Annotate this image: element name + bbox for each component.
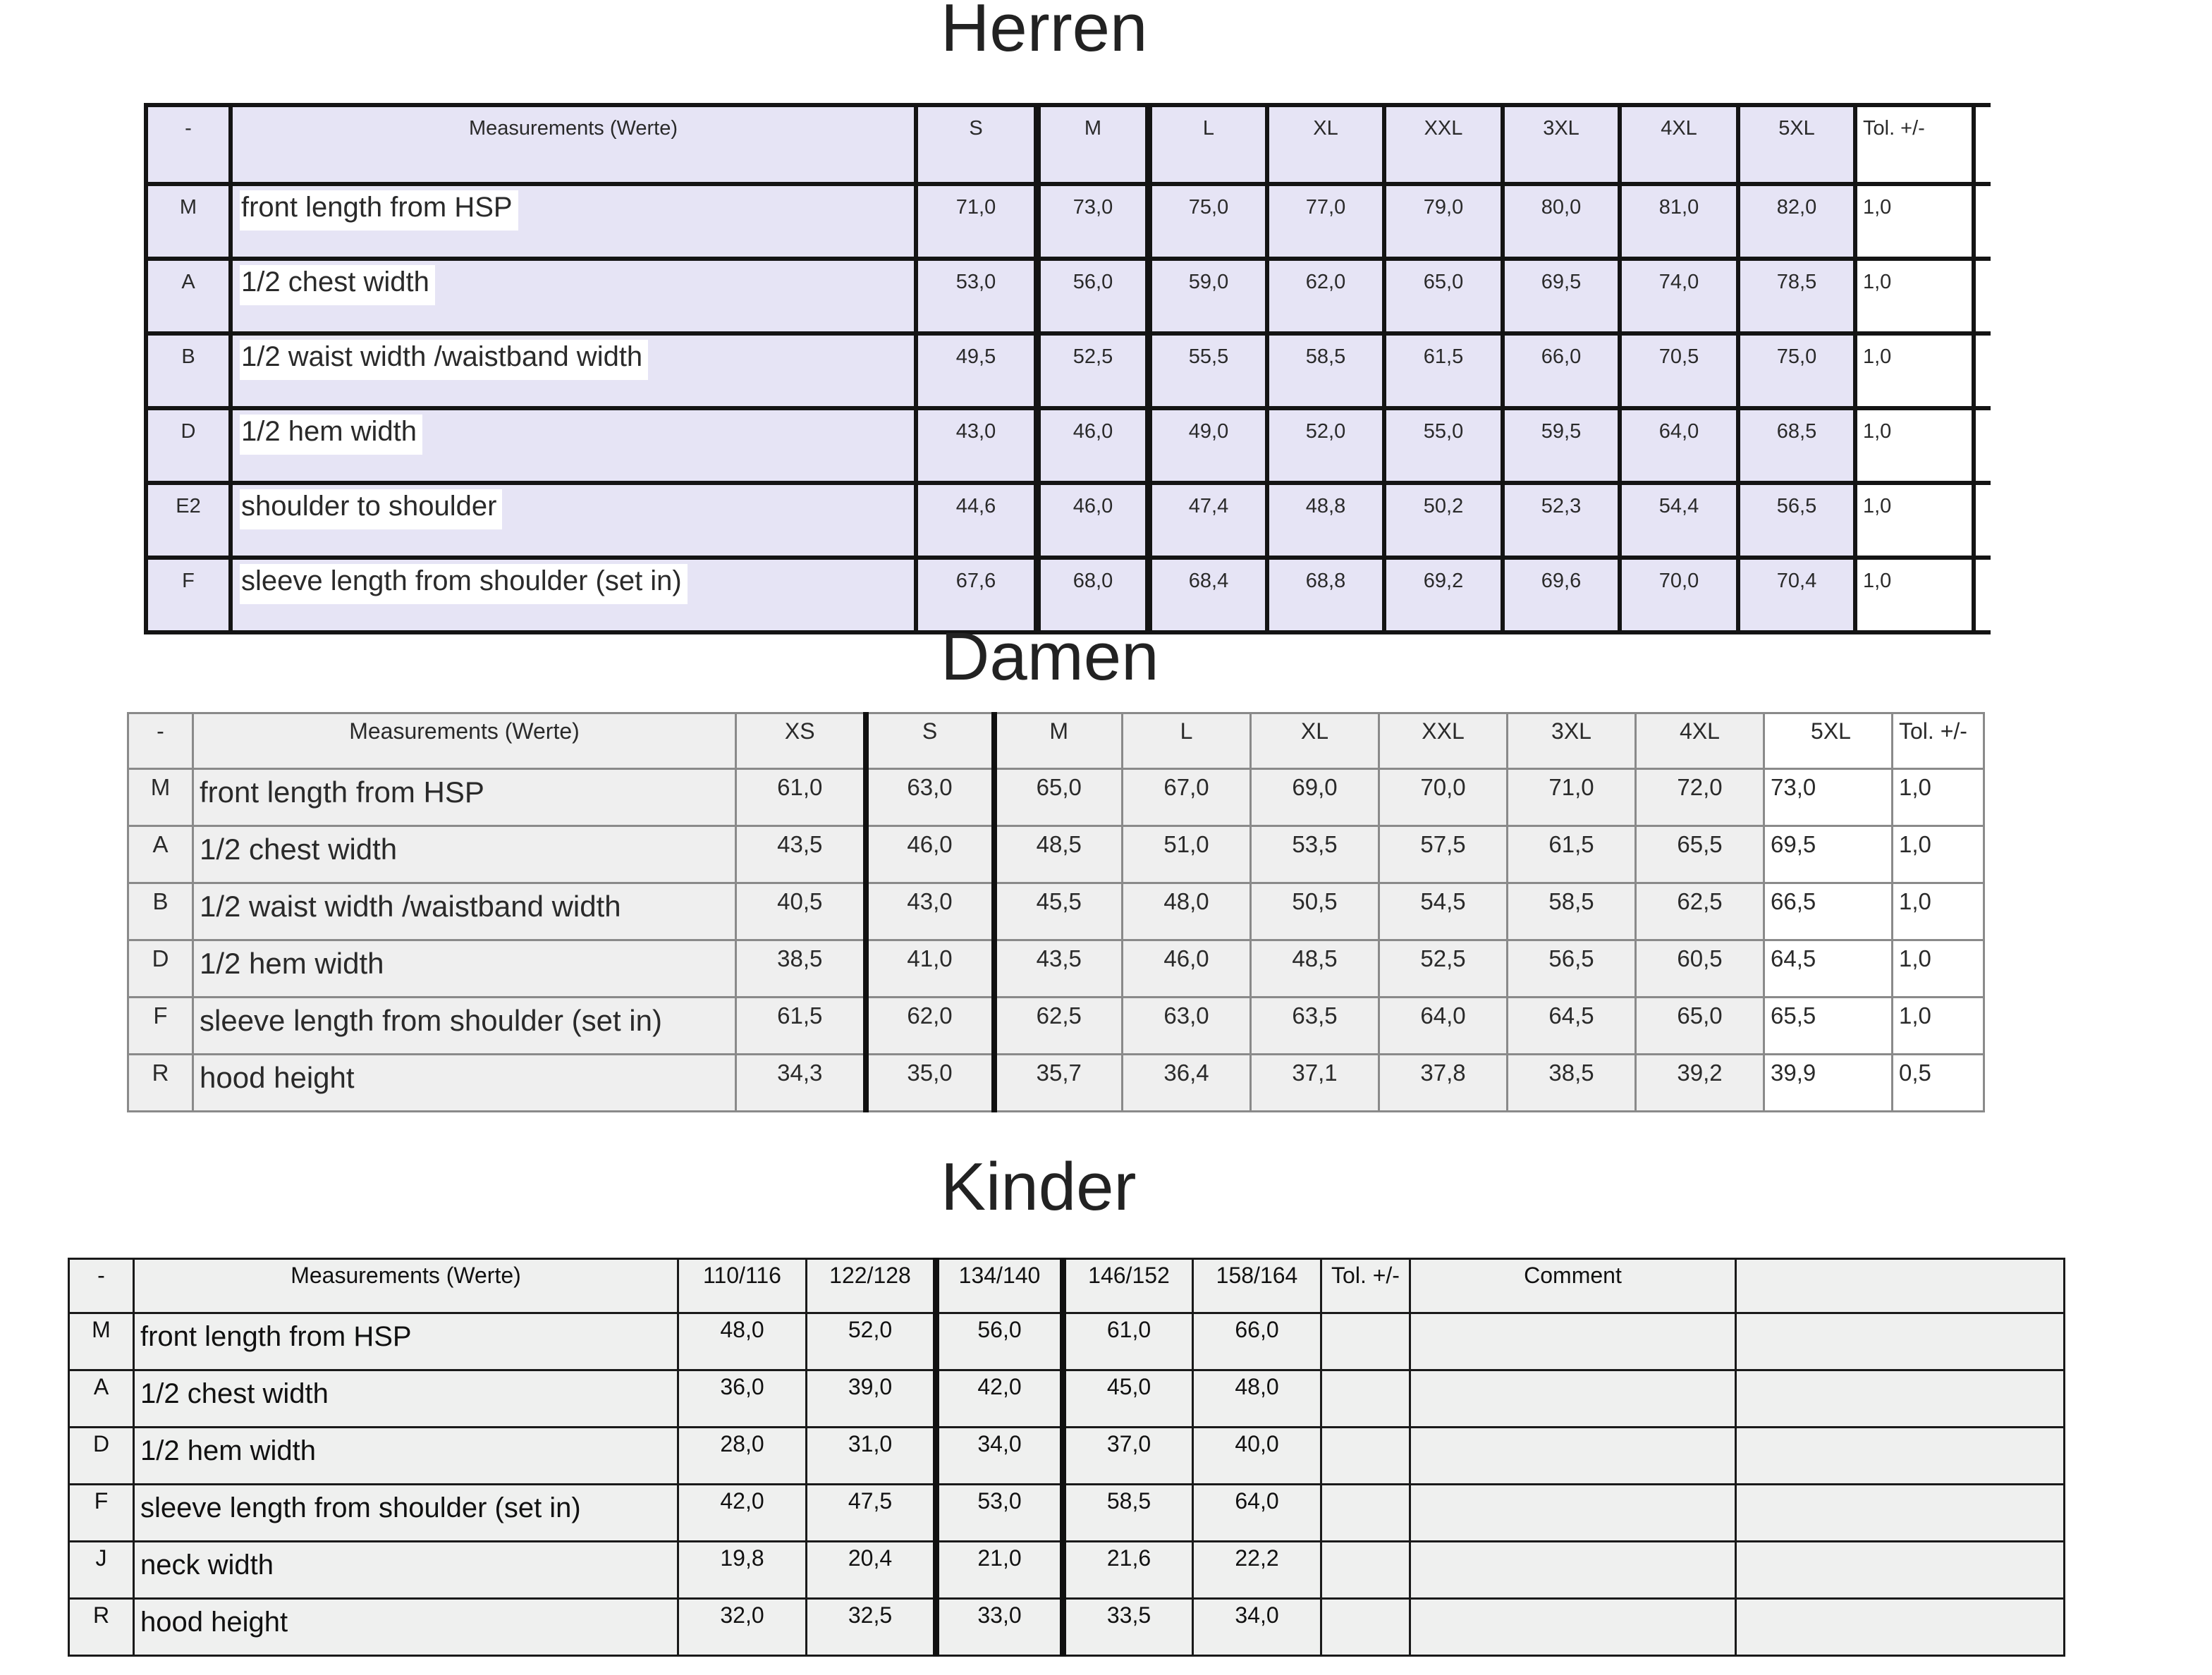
value-cell: 69,2	[1384, 558, 1503, 632]
table-row	[146, 184, 1991, 259]
size-header: S	[866, 713, 994, 769]
row-key: F	[128, 998, 193, 1055]
value-cell: 71,0	[1508, 769, 1636, 826]
value-cell: 62,0	[1267, 259, 1384, 333]
kinder-size-table	[68, 1258, 2065, 1657]
row-label: front length from HSP	[193, 769, 736, 826]
value-cell: 55,0	[1384, 408, 1503, 483]
row-label: sleeve length from shoulder (set in)	[193, 998, 736, 1055]
size-header: XS	[736, 713, 866, 769]
table-row	[69, 1313, 2065, 1370]
value-cell: 62,5	[1636, 883, 1764, 940]
value-cell: 34,0	[936, 1428, 1063, 1485]
value-cell: 46,0	[866, 826, 994, 883]
table-row	[146, 483, 1991, 558]
value-cell: 53,0	[936, 1485, 1063, 1542]
value-cell: 66,0	[1503, 333, 1620, 408]
value-cell: 20,4	[807, 1542, 936, 1599]
value-cell: 63,5	[1251, 998, 1379, 1055]
comment-cell	[1410, 1428, 1736, 1485]
value-cell: 48,0	[1123, 883, 1251, 940]
value-cell: 42,0	[678, 1485, 807, 1542]
row-key: R	[128, 1055, 193, 1112]
value-cell: 68,8	[1267, 558, 1384, 632]
value-cell: 39,9	[1764, 1055, 1893, 1112]
value-cell: 59,0	[1149, 259, 1267, 333]
value-cell: 72,0	[1636, 769, 1764, 826]
row-label	[231, 483, 916, 558]
value-cell: 79,0	[1384, 184, 1503, 259]
extra-cell	[1736, 1542, 2065, 1599]
row-key: M	[146, 184, 231, 259]
value-cell: 52,0	[807, 1313, 936, 1370]
size-header: 4XL	[1620, 105, 1738, 184]
tolerance-cell	[1321, 1542, 1410, 1599]
tolerance-cell	[1321, 1370, 1410, 1428]
row-label-text: 1/2 hem width	[240, 415, 422, 455]
value-cell: 28,0	[678, 1428, 807, 1485]
damen-size-table	[127, 712, 1985, 1112]
value-cell: 35,0	[866, 1055, 994, 1112]
row-label	[231, 333, 916, 408]
value-cell: 56,0	[936, 1313, 1063, 1370]
row-key: D	[146, 408, 231, 483]
row-label: sleeve length from shoulder (set in)	[134, 1485, 678, 1542]
row-key: D	[128, 940, 193, 998]
row-key: R	[69, 1599, 134, 1656]
row-label	[231, 558, 916, 632]
tolerance-cell	[1321, 1313, 1410, 1370]
extra-header	[1736, 1259, 2065, 1313]
row-label: 1/2 hem width	[134, 1428, 678, 1485]
size-header: M	[994, 713, 1123, 769]
table-row	[128, 940, 1984, 998]
row-label: 1/2 hem width	[193, 940, 736, 998]
tolerance-cell: 1,0	[1855, 558, 1974, 632]
value-cell: 50,5	[1251, 883, 1379, 940]
tolerance-cell	[1321, 1599, 1410, 1656]
table-row	[69, 1485, 2065, 1542]
comment-cell	[1410, 1485, 1736, 1542]
value-cell: 68,4	[1149, 558, 1267, 632]
table-header-row	[146, 105, 1991, 184]
table-row	[146, 259, 1991, 333]
table-edge-cell	[1974, 408, 1991, 483]
value-cell: 47,4	[1149, 483, 1267, 558]
table-row	[128, 826, 1984, 883]
value-cell: 40,5	[736, 883, 866, 940]
size-header: 5XL	[1738, 105, 1855, 184]
table-row	[69, 1542, 2065, 1599]
size-header: S	[916, 105, 1037, 184]
value-cell: 41,0	[866, 940, 994, 998]
value-cell: 40,0	[1193, 1428, 1321, 1485]
size-header: XL	[1267, 105, 1384, 184]
value-cell: 65,5	[1636, 826, 1764, 883]
comment-cell	[1410, 1370, 1736, 1428]
value-cell: 62,5	[994, 998, 1123, 1055]
tolerance-cell: 1,0	[1855, 333, 1974, 408]
value-cell: 43,0	[866, 883, 994, 940]
tolerance-cell: 1,0	[1893, 769, 1984, 826]
value-cell: 69,5	[1503, 259, 1620, 333]
value-cell: 70,0	[1379, 769, 1508, 826]
value-cell: 39,2	[1636, 1055, 1764, 1112]
value-cell: 61,5	[736, 998, 866, 1055]
value-cell: 66,0	[1193, 1313, 1321, 1370]
value-cell: 38,5	[1508, 1055, 1636, 1112]
value-cell: 62,0	[866, 998, 994, 1055]
value-cell: 63,0	[1123, 998, 1251, 1055]
value-cell: 75,0	[1149, 184, 1267, 259]
value-cell: 53,5	[1251, 826, 1379, 883]
table-header-row	[128, 713, 1984, 769]
table-row	[128, 769, 1984, 826]
row-label-text: 1/2 waist width /waistband width	[240, 340, 648, 380]
table-row	[128, 1055, 1984, 1112]
row-key: D	[69, 1428, 134, 1485]
key-header: -	[128, 713, 193, 769]
size-header: 3XL	[1508, 713, 1636, 769]
tolerance-header: Tol. +/-	[1893, 713, 1984, 769]
value-cell: 33,5	[1063, 1599, 1193, 1656]
value-cell: 61,5	[1384, 333, 1503, 408]
row-key: B	[128, 883, 193, 940]
value-cell: 67,0	[1123, 769, 1251, 826]
size-header: 134/140	[936, 1259, 1063, 1313]
table-edge-cell	[1974, 483, 1991, 558]
tolerance-cell: 1,0	[1893, 940, 1984, 998]
kinder-title: Kinder	[941, 1149, 1137, 1225]
value-cell: 60,5	[1636, 940, 1764, 998]
value-cell: 58,5	[1508, 883, 1636, 940]
value-cell: 34,3	[736, 1055, 866, 1112]
value-cell: 52,5	[1037, 333, 1149, 408]
value-cell: 64,0	[1620, 408, 1738, 483]
value-cell: 57,5	[1379, 826, 1508, 883]
value-cell: 80,0	[1503, 184, 1620, 259]
value-cell: 39,0	[807, 1370, 936, 1428]
size-header: 158/164	[1193, 1259, 1321, 1313]
row-key: A	[69, 1370, 134, 1428]
value-cell: 21,0	[936, 1542, 1063, 1599]
value-cell: 67,6	[916, 558, 1037, 632]
value-cell: 64,5	[1764, 940, 1893, 998]
value-cell: 45,0	[1063, 1370, 1193, 1428]
value-cell: 68,5	[1738, 408, 1855, 483]
value-cell: 63,0	[866, 769, 994, 826]
table-edge-cell	[1974, 105, 1991, 184]
row-label-text: front length from HSP	[240, 190, 518, 231]
value-cell: 22,2	[1193, 1542, 1321, 1599]
measurements-header: Measurements (Werte)	[193, 713, 736, 769]
value-cell: 46,0	[1037, 408, 1149, 483]
size-header: L	[1149, 105, 1267, 184]
value-cell: 37,8	[1379, 1055, 1508, 1112]
tolerance-cell: 1,0	[1855, 184, 1974, 259]
value-cell: 35,7	[994, 1055, 1123, 1112]
herren-size-table	[144, 103, 1991, 634]
value-cell: 69,0	[1251, 769, 1379, 826]
damen-title: Damen	[941, 619, 1159, 694]
table-row	[146, 333, 1991, 408]
row-key: A	[146, 259, 231, 333]
table-edge-cell	[1974, 333, 1991, 408]
value-cell: 55,5	[1149, 333, 1267, 408]
tolerance-cell: 1,0	[1893, 826, 1984, 883]
value-cell: 75,0	[1738, 333, 1855, 408]
size-header: 146/152	[1063, 1259, 1193, 1313]
row-label	[231, 259, 916, 333]
value-cell: 64,5	[1508, 998, 1636, 1055]
value-cell: 52,3	[1503, 483, 1620, 558]
value-cell: 46,0	[1037, 483, 1149, 558]
value-cell: 66,5	[1764, 883, 1893, 940]
row-label-text: 1/2 chest width	[240, 265, 435, 305]
row-key: M	[128, 769, 193, 826]
value-cell: 56,0	[1037, 259, 1149, 333]
row-key: F	[69, 1485, 134, 1542]
table-edge-cell	[1974, 184, 1991, 259]
comment-header: Comment	[1410, 1259, 1736, 1313]
value-cell: 44,6	[916, 483, 1037, 558]
value-cell: 38,5	[736, 940, 866, 998]
table-row	[69, 1428, 2065, 1485]
size-header: XXL	[1384, 105, 1503, 184]
value-cell: 70,4	[1738, 558, 1855, 632]
tolerance-cell: 1,0	[1855, 483, 1974, 558]
size-header: XXL	[1379, 713, 1508, 769]
comment-cell	[1410, 1313, 1736, 1370]
row-label: hood height	[134, 1599, 678, 1656]
size-header: 110/116	[678, 1259, 807, 1313]
size-header: M	[1037, 105, 1149, 184]
tolerance-cell: 1,0	[1855, 259, 1974, 333]
key-header: -	[69, 1259, 134, 1313]
value-cell: 65,0	[1384, 259, 1503, 333]
value-cell: 49,5	[916, 333, 1037, 408]
extra-cell	[1736, 1428, 2065, 1485]
value-cell: 48,0	[1193, 1370, 1321, 1428]
table-row	[69, 1370, 2065, 1428]
value-cell: 54,4	[1620, 483, 1738, 558]
table-header-row	[69, 1259, 2065, 1313]
value-cell: 37,0	[1063, 1428, 1193, 1485]
size-header: L	[1123, 713, 1251, 769]
value-cell: 36,0	[678, 1370, 807, 1428]
size-header: 5XL	[1764, 713, 1893, 769]
table-row	[128, 883, 1984, 940]
value-cell: 77,0	[1267, 184, 1384, 259]
value-cell: 56,5	[1508, 940, 1636, 998]
value-cell: 21,6	[1063, 1542, 1193, 1599]
value-cell: 51,0	[1123, 826, 1251, 883]
value-cell: 43,0	[916, 408, 1037, 483]
row-key: M	[69, 1313, 134, 1370]
extra-cell	[1736, 1599, 2065, 1656]
tolerance-cell	[1321, 1485, 1410, 1542]
table-edge-cell	[1974, 558, 1991, 632]
value-cell: 65,0	[994, 769, 1123, 826]
value-cell: 52,0	[1267, 408, 1384, 483]
tolerance-cell	[1321, 1428, 1410, 1485]
table-row	[146, 408, 1991, 483]
value-cell: 31,0	[807, 1428, 936, 1485]
value-cell: 32,0	[678, 1599, 807, 1656]
row-label	[231, 408, 916, 483]
row-label	[231, 184, 916, 259]
value-cell: 58,5	[1267, 333, 1384, 408]
value-cell: 48,8	[1267, 483, 1384, 558]
extra-cell	[1736, 1313, 2065, 1370]
value-cell: 73,0	[1037, 184, 1149, 259]
measurements-header: Measurements (Werte)	[231, 105, 916, 184]
tolerance-header: Tol. +/-	[1855, 105, 1974, 184]
value-cell: 53,0	[916, 259, 1037, 333]
table-row	[128, 998, 1984, 1055]
table-row	[69, 1599, 2065, 1656]
value-cell: 48,5	[1251, 940, 1379, 998]
row-label: neck width	[134, 1542, 678, 1599]
value-cell: 64,0	[1193, 1485, 1321, 1542]
value-cell: 36,4	[1123, 1055, 1251, 1112]
value-cell: 82,0	[1738, 184, 1855, 259]
value-cell: 58,5	[1063, 1485, 1193, 1542]
value-cell: 71,0	[916, 184, 1037, 259]
value-cell: 19,8	[678, 1542, 807, 1599]
extra-cell	[1736, 1370, 2065, 1428]
value-cell: 61,5	[1508, 826, 1636, 883]
measurements-header: Measurements (Werte)	[134, 1259, 678, 1313]
tolerance-cell: 1,0	[1893, 883, 1984, 940]
value-cell: 61,0	[1063, 1313, 1193, 1370]
row-label: 1/2 chest width	[134, 1370, 678, 1428]
value-cell: 68,0	[1037, 558, 1149, 632]
value-cell: 43,5	[994, 940, 1123, 998]
value-cell: 69,5	[1764, 826, 1893, 883]
value-cell: 49,0	[1149, 408, 1267, 483]
value-cell: 65,0	[1636, 998, 1764, 1055]
row-label: front length from HSP	[134, 1313, 678, 1370]
value-cell: 43,5	[736, 826, 866, 883]
value-cell: 64,0	[1379, 998, 1508, 1055]
value-cell: 48,0	[678, 1313, 807, 1370]
comment-cell	[1410, 1542, 1736, 1599]
row-label: 1/2 waist width /waistband width	[193, 883, 736, 940]
table-edge-cell	[1974, 259, 1991, 333]
tolerance-header: Tol. +/-	[1321, 1259, 1410, 1313]
value-cell: 73,0	[1764, 769, 1893, 826]
value-cell: 32,5	[807, 1599, 936, 1656]
value-cell: 78,5	[1738, 259, 1855, 333]
value-cell: 47,5	[807, 1485, 936, 1542]
value-cell: 81,0	[1620, 184, 1738, 259]
row-label: 1/2 chest width	[193, 826, 736, 883]
row-key: E2	[146, 483, 231, 558]
value-cell: 42,0	[936, 1370, 1063, 1428]
value-cell: 65,5	[1764, 998, 1893, 1055]
size-header: 3XL	[1503, 105, 1620, 184]
value-cell: 45,5	[994, 883, 1123, 940]
value-cell: 70,5	[1620, 333, 1738, 408]
tolerance-cell: 1,0	[1893, 998, 1984, 1055]
value-cell: 46,0	[1123, 940, 1251, 998]
row-label-text: shoulder to shoulder	[240, 489, 502, 529]
row-key: A	[128, 826, 193, 883]
value-cell: 48,5	[994, 826, 1123, 883]
value-cell: 33,0	[936, 1599, 1063, 1656]
size-header: XL	[1251, 713, 1379, 769]
row-label-text: sleeve length from shoulder (set in)	[240, 564, 688, 604]
row-label: hood height	[193, 1055, 736, 1112]
size-header: 122/128	[807, 1259, 936, 1313]
comment-cell	[1410, 1599, 1736, 1656]
value-cell: 59,5	[1503, 408, 1620, 483]
value-cell: 61,0	[736, 769, 866, 826]
herren-title: Herren	[941, 0, 1148, 66]
row-key: J	[69, 1542, 134, 1599]
value-cell: 37,1	[1251, 1055, 1379, 1112]
key-header: -	[146, 105, 231, 184]
value-cell: 69,6	[1503, 558, 1620, 632]
value-cell: 54,5	[1379, 883, 1508, 940]
value-cell: 56,5	[1738, 483, 1855, 558]
value-cell: 52,5	[1379, 940, 1508, 998]
row-key: F	[146, 558, 231, 632]
tolerance-cell: 0,5	[1893, 1055, 1984, 1112]
row-key: B	[146, 333, 231, 408]
size-header: 4XL	[1636, 713, 1764, 769]
value-cell: 74,0	[1620, 259, 1738, 333]
value-cell: 70,0	[1620, 558, 1738, 632]
extra-cell	[1736, 1485, 2065, 1542]
value-cell: 34,0	[1193, 1599, 1321, 1656]
value-cell: 50,2	[1384, 483, 1503, 558]
tolerance-cell: 1,0	[1855, 408, 1974, 483]
